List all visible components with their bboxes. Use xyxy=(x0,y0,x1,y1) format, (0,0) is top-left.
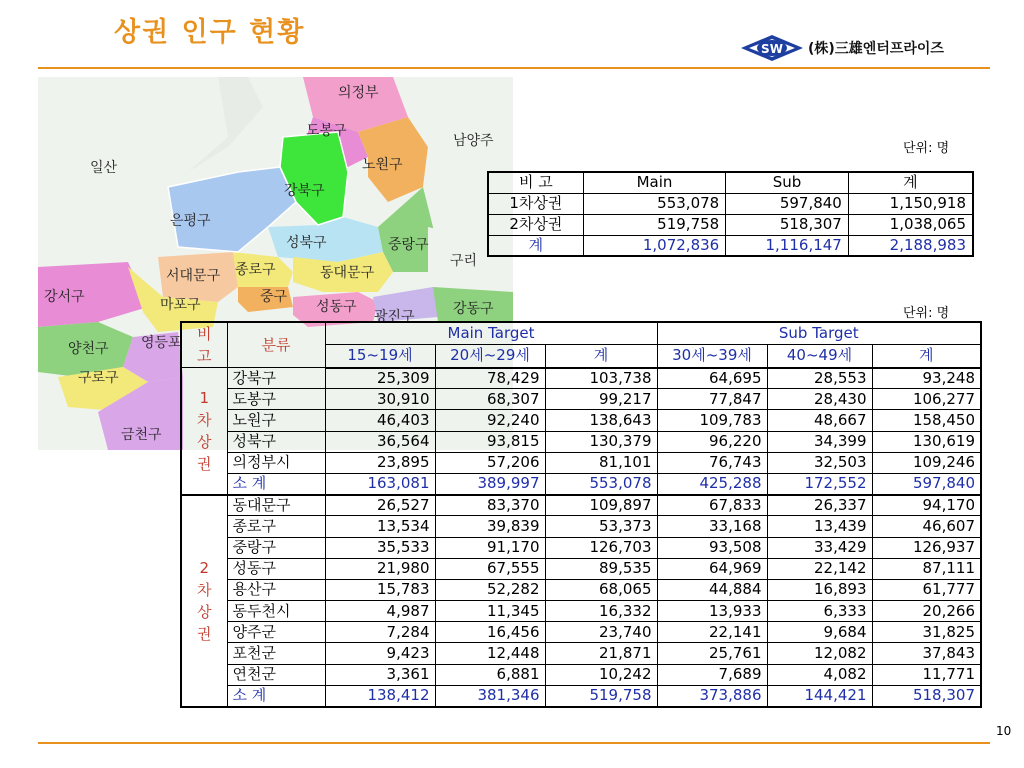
population-cell: 25,761 xyxy=(657,643,767,664)
summary-header-sub: Sub xyxy=(726,172,849,193)
bottom-divider xyxy=(38,742,990,744)
summary-total-cell: 1,072,836 xyxy=(583,235,725,256)
population-cell: 67,555 xyxy=(435,558,545,579)
detail-header-sub-target: Sub Target xyxy=(657,322,981,345)
region-name-cell: 성동구 xyxy=(227,558,325,579)
population-cell: 12,082 xyxy=(767,643,872,664)
summary-row xyxy=(488,193,973,214)
region-name-cell: 중랑구 xyxy=(227,537,325,558)
map-label-seongbuk: 성북구 xyxy=(286,235,327,251)
subtotal-cell: 381,346 xyxy=(435,685,545,706)
population-cell: 31,825 xyxy=(872,622,981,643)
table-row xyxy=(181,579,981,600)
map-label-seodaemun: 서대문구 xyxy=(166,268,221,284)
table-row xyxy=(181,389,981,410)
population-cell: 20,266 xyxy=(872,601,981,622)
population-cell: 68,307 xyxy=(435,389,545,410)
population-cell: 6,881 xyxy=(435,664,545,685)
population-cell: 21,871 xyxy=(545,643,657,664)
map-label-jongno: 종로구 xyxy=(235,262,276,278)
population-cell: 77,847 xyxy=(657,389,767,410)
population-cell: 9,684 xyxy=(767,622,872,643)
map-label-guro: 구로구 xyxy=(78,370,119,386)
region-name-cell: 용산구 xyxy=(227,579,325,600)
population-cell: 52,282 xyxy=(435,579,545,600)
population-cell: 4,082 xyxy=(767,664,872,685)
population-cell: 44,884 xyxy=(657,579,767,600)
detail-header-bigo: 비 고 xyxy=(181,322,227,368)
population-cell: 7,689 xyxy=(657,664,767,685)
region-name-cell: 포천군 xyxy=(227,643,325,664)
population-cell: 57,206 xyxy=(435,452,545,473)
subtotal-cell: 373,886 xyxy=(657,685,767,706)
table-row xyxy=(181,601,981,622)
population-cell: 9,423 xyxy=(325,643,435,664)
population-cell: 93,815 xyxy=(435,431,545,452)
table-row xyxy=(181,558,981,579)
map-label-geumcheon: 금천구 xyxy=(121,427,162,443)
map-label-junggu: 중구 xyxy=(260,289,288,305)
population-cell: 12,448 xyxy=(435,643,545,664)
population-cell: 130,619 xyxy=(872,431,981,452)
map-label-nowon: 노원구 xyxy=(362,157,403,173)
population-cell: 61,777 xyxy=(872,579,981,600)
summary-cell: 553,078 xyxy=(583,193,725,214)
summary-cell: 2차상권 xyxy=(488,214,583,235)
population-cell: 109,783 xyxy=(657,410,767,431)
map-label-dobong: 도봉구 xyxy=(306,123,347,139)
detail-header-category: 분류 xyxy=(227,322,325,368)
map-label-gangseo: 강서구 xyxy=(44,289,85,305)
summary-cell: 1,038,065 xyxy=(848,214,973,235)
population-cell: 64,695 xyxy=(657,368,767,389)
region-name-cell: 종로구 xyxy=(227,516,325,537)
logo-mark-text: SW xyxy=(761,42,783,56)
detail-header-main-target: Main Target xyxy=(325,322,657,345)
population-cell: 87,111 xyxy=(872,558,981,579)
detail-header xyxy=(181,322,981,368)
map-label-uijeongbu: 의정부 xyxy=(338,85,379,101)
map-label-yangcheon: 양천구 xyxy=(68,341,109,357)
summary-cell: 1차상권 xyxy=(488,193,583,214)
population-cell: 36,564 xyxy=(325,431,435,452)
map-label-gangbuk: 강북구 xyxy=(284,183,325,199)
population-cell: 7,284 xyxy=(325,622,435,643)
population-cell: 53,373 xyxy=(545,516,657,537)
map-label-gwangjin: 광진구 xyxy=(374,309,415,325)
summary-header-total: 계 xyxy=(848,172,973,193)
population-cell: 91,170 xyxy=(435,537,545,558)
detail-subheader: 15~19세 xyxy=(325,345,435,368)
population-cell: 109,246 xyxy=(872,452,981,473)
population-cell: 16,456 xyxy=(435,622,545,643)
population-cell: 37,843 xyxy=(872,643,981,664)
detail-subheader: 20세~29세 xyxy=(435,345,545,368)
population-cell: 99,217 xyxy=(545,389,657,410)
population-cell: 96,220 xyxy=(657,431,767,452)
population-cell: 78,429 xyxy=(435,368,545,389)
population-cell: 126,703 xyxy=(545,537,657,558)
population-cell: 106,277 xyxy=(872,389,981,410)
region-name-cell: 노원구 xyxy=(227,410,325,431)
population-cell: 28,430 xyxy=(767,389,872,410)
population-cell: 93,508 xyxy=(657,537,767,558)
population-cell: 109,897 xyxy=(545,495,657,516)
summary-total-row xyxy=(488,235,973,256)
population-cell: 92,240 xyxy=(435,410,545,431)
population-cell: 89,535 xyxy=(545,558,657,579)
population-cell: 33,168 xyxy=(657,516,767,537)
population-cell: 13,933 xyxy=(657,601,767,622)
table-row xyxy=(181,368,981,389)
company-logo xyxy=(740,34,990,62)
population-cell: 46,607 xyxy=(872,516,981,537)
population-cell: 93,248 xyxy=(872,368,981,389)
table-row xyxy=(181,431,981,452)
population-cell: 22,142 xyxy=(767,558,872,579)
table-row xyxy=(181,410,981,431)
subtotal-cell: 518,307 xyxy=(872,685,981,706)
population-cell: 11,771 xyxy=(872,664,981,685)
subtotal-cell: 소 계 xyxy=(227,685,325,706)
population-cell: 10,242 xyxy=(545,664,657,685)
group-1-subtotal-row xyxy=(181,473,981,494)
summary-cell: 597,840 xyxy=(726,193,849,214)
population-cell: 4,987 xyxy=(325,601,435,622)
map-label-gangdong: 강동구 xyxy=(453,301,494,317)
population-cell: 35,533 xyxy=(325,537,435,558)
table-row xyxy=(181,452,981,473)
group-2-label: 2 차 상 권 xyxy=(181,495,227,707)
subtotal-cell: 138,412 xyxy=(325,685,435,706)
map-label-eunpyeong: 은평구 xyxy=(170,213,211,229)
subtotal-cell: 144,421 xyxy=(767,685,872,706)
summary-header-row xyxy=(488,172,973,193)
population-cell: 22,141 xyxy=(657,622,767,643)
population-cell: 15,783 xyxy=(325,579,435,600)
map-label-jungnang: 중랑구 xyxy=(388,237,429,253)
table-row xyxy=(181,622,981,643)
population-cell: 138,643 xyxy=(545,410,657,431)
region-gangbuk xyxy=(280,132,348,225)
summary-cell: 519,758 xyxy=(583,214,725,235)
population-cell: 34,399 xyxy=(767,431,872,452)
summary-total-cell: 계 xyxy=(488,235,583,256)
detail-subheader: 40~49세 xyxy=(767,345,872,368)
population-cell: 6,333 xyxy=(767,601,872,622)
summary-header-main: Main xyxy=(583,172,725,193)
page-title: 상권 인구 현황 xyxy=(114,17,306,48)
table-row xyxy=(181,516,981,537)
map-label-dongdaemun: 동대문구 xyxy=(320,265,375,281)
population-cell: 16,332 xyxy=(545,601,657,622)
summary-cell: 518,307 xyxy=(726,214,849,235)
detail-body xyxy=(181,368,981,707)
subtotal-cell: 163,081 xyxy=(325,473,435,494)
subtotal-cell: 172,552 xyxy=(767,473,872,494)
map-label-seongdong: 성동구 xyxy=(316,299,357,315)
map-label-guri: 구리 xyxy=(450,253,478,269)
population-cell: 25,309 xyxy=(325,368,435,389)
population-cell: 21,980 xyxy=(325,558,435,579)
group-2-subtotal-row xyxy=(181,685,981,706)
detail-subheader: 계 xyxy=(872,345,981,368)
population-cell: 46,403 xyxy=(325,410,435,431)
detail-subheader: 계 xyxy=(545,345,657,368)
summary-total-cell: 1,116,147 xyxy=(726,235,849,256)
population-cell: 23,895 xyxy=(325,452,435,473)
region-name-cell: 의정부시 xyxy=(227,452,325,473)
population-cell: 39,839 xyxy=(435,516,545,537)
subtotal-cell: 425,288 xyxy=(657,473,767,494)
population-cell: 76,743 xyxy=(657,452,767,473)
subtotal-cell: 553,078 xyxy=(545,473,657,494)
population-cell: 33,429 xyxy=(767,537,872,558)
region-name-cell: 연천군 xyxy=(227,664,325,685)
page-number: 10 xyxy=(996,724,1012,738)
company-name: (株)三雄엔터프라이즈 xyxy=(808,41,944,57)
group-1-label: 1 차 상 권 xyxy=(181,368,227,495)
population-cell: 28,553 xyxy=(767,368,872,389)
population-cell: 64,969 xyxy=(657,558,767,579)
summary-header-bigo: 비 고 xyxy=(488,172,583,193)
map-label-mapo: 마포구 xyxy=(160,297,201,313)
population-cell: 11,345 xyxy=(435,601,545,622)
sw-logo-icon xyxy=(740,34,804,62)
detail-unit-label: 단위: 명 xyxy=(903,306,950,321)
population-cell: 81,101 xyxy=(545,452,657,473)
population-cell: 83,370 xyxy=(435,495,545,516)
population-cell: 67,833 xyxy=(657,495,767,516)
summary-row xyxy=(488,214,973,235)
subtotal-cell: 519,758 xyxy=(545,685,657,706)
population-cell: 23,740 xyxy=(545,622,657,643)
population-cell: 48,667 xyxy=(767,410,872,431)
subtotal-cell: 소 계 xyxy=(227,473,325,494)
population-cell: 130,379 xyxy=(545,431,657,452)
map-label-yeongdeungpo: 영등포 xyxy=(141,335,182,351)
region-name-cell: 동두천시 xyxy=(227,601,325,622)
region-name-cell: 도봉구 xyxy=(227,389,325,410)
map-label-ilsan: 일산 xyxy=(90,160,118,176)
table-row xyxy=(181,643,981,664)
detail-subheader: 30세~39세 xyxy=(657,345,767,368)
population-cell: 16,893 xyxy=(767,579,872,600)
region-name-cell: 강북구 xyxy=(227,368,325,389)
map-label-namyangju: 남양주 xyxy=(453,133,494,149)
population-cell: 3,361 xyxy=(325,664,435,685)
population-cell: 94,170 xyxy=(872,495,981,516)
table-row xyxy=(181,537,981,558)
population-cell: 30,910 xyxy=(325,389,435,410)
population-cell: 32,503 xyxy=(767,452,872,473)
region-name-cell: 성북구 xyxy=(227,431,325,452)
table-row xyxy=(181,664,981,685)
region-name-cell: 동대문구 xyxy=(227,495,325,516)
summary-table xyxy=(487,171,974,257)
population-cell: 103,738 xyxy=(545,368,657,389)
population-cell: 68,065 xyxy=(545,579,657,600)
region-name-cell: 양주군 xyxy=(227,622,325,643)
population-cell: 13,439 xyxy=(767,516,872,537)
population-cell: 13,534 xyxy=(325,516,435,537)
detail-table xyxy=(180,321,982,708)
table-row xyxy=(181,495,981,516)
top-divider xyxy=(38,67,990,69)
population-cell: 26,337 xyxy=(767,495,872,516)
subtotal-cell: 597,840 xyxy=(872,473,981,494)
population-cell: 158,450 xyxy=(872,410,981,431)
summary-total-cell: 2,188,983 xyxy=(848,235,973,256)
population-cell: 26,527 xyxy=(325,495,435,516)
population-cell: 126,937 xyxy=(872,537,981,558)
summary-cell: 1,150,918 xyxy=(848,193,973,214)
subtotal-cell: 389,997 xyxy=(435,473,545,494)
summary-unit-label: 단위: 명 xyxy=(903,141,950,156)
